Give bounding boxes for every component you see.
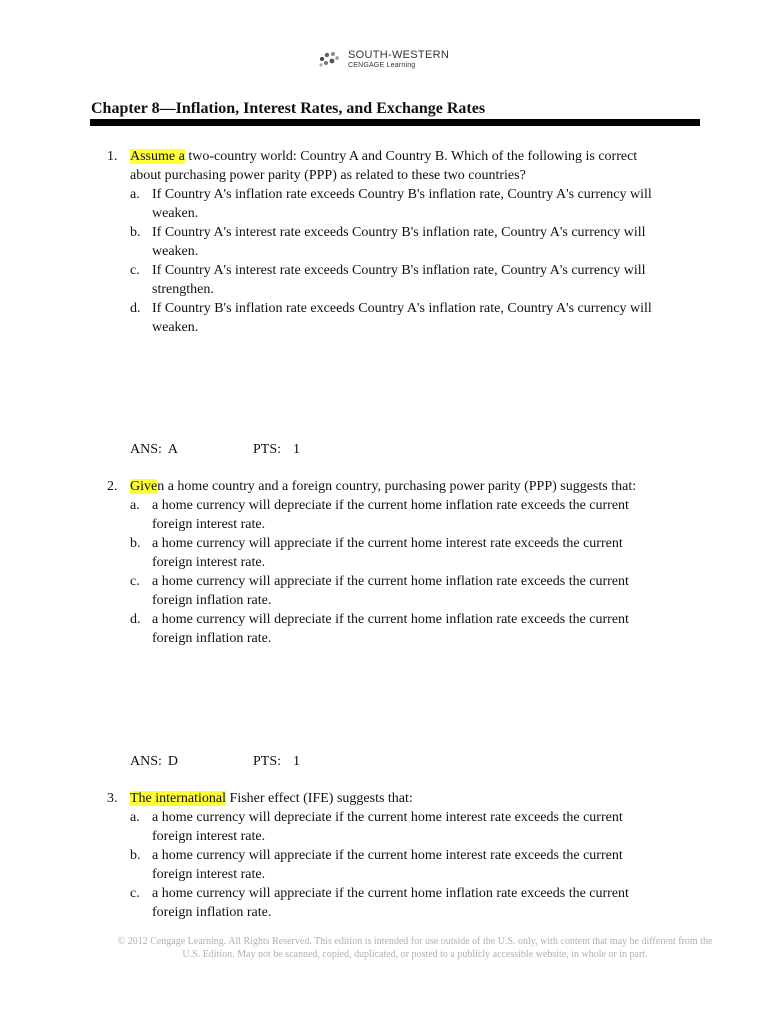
question-3	[0, 789, 768, 922]
option-letter: a.	[130, 810, 140, 825]
logo-main-text: SOUTH-WESTERN	[348, 49, 450, 61]
pts-value: 1	[293, 442, 300, 457]
option-b	[0, 846, 652, 884]
option-text: If Country B's inflation rate exceeds Country A's inflation rate, Country A's currency will weaken.	[152, 301, 652, 335]
option-letter: b.	[130, 848, 141, 863]
answer-line-2	[130, 752, 300, 771]
option-text: a home currency will depreciate if the current home inflation rate exceeds the current foreign interest rate.	[152, 498, 629, 532]
question-number: 2.	[107, 479, 118, 494]
copyright-footer: © 2012 Cengage Learning. All Rights Reserved. This edition is intended for use outside of the U.S. only, with content that may be different from the U.S. Edition. May not be scanned, copied, duplicated, or posted to a publicly accessible website, in whole or in part.	[117, 936, 713, 960]
pts-label: PTS:	[253, 754, 282, 769]
option-c	[0, 261, 652, 299]
highlighted-text: Give	[130, 479, 158, 494]
option-letter: c.	[130, 263, 140, 278]
logo-sub-text: CENGAGE Learning	[348, 62, 416, 69]
option-letter: a.	[130, 187, 140, 202]
option-text: a home currency will depreciate if the current home interest rate exceeds the current foreign interest rate.	[152, 810, 623, 844]
question-number: 3.	[107, 791, 118, 806]
option-letter: b.	[130, 225, 141, 240]
highlighted-text: The international	[130, 791, 227, 806]
option-letter: d.	[130, 612, 141, 627]
question-stem	[0, 147, 670, 185]
option-text: If Country A's interest rate exceeds Country B's inflation rate, Country A's currency will strengthen.	[152, 263, 646, 297]
stem-text: n a home country and a foreign country, purchasing power parity (PPP) suggests that:	[157, 479, 637, 494]
option-b	[0, 223, 652, 261]
pts-label: PTS:	[253, 442, 282, 457]
question-stem	[0, 477, 670, 496]
option-text: a home currency will appreciate if the current home interest rate exceeds the current foreign interest rate.	[152, 848, 623, 882]
ans-label: ANS:	[130, 442, 162, 457]
ans-label: ANS:	[130, 754, 162, 769]
option-text: a home currency will appreciate if the current home interest rate exceeds the current foreign interest rate.	[152, 536, 623, 570]
option-d	[0, 610, 652, 648]
publisher-logo	[318, 50, 449, 69]
option-a	[0, 496, 652, 534]
ans-value: A	[167, 442, 179, 457]
option-letter: c.	[130, 574, 140, 589]
stem-text: two-country world: Country A and Country B. Which of the following is correct about purchasing power parity (PPP) as related to these two countries?	[130, 149, 638, 183]
option-letter: d.	[130, 301, 141, 316]
option-c	[0, 572, 652, 610]
question-1	[0, 147, 768, 337]
highlighted-text: Assume a	[130, 149, 185, 164]
option-text: a home currency will depreciate if the current home inflation rate exceeds the current foreign inflation rate.	[152, 612, 629, 646]
cengage-dots-icon	[318, 51, 342, 69]
option-b	[0, 534, 652, 572]
question-2	[0, 477, 768, 648]
pts-value: 1	[293, 754, 300, 769]
option-list	[0, 185, 768, 337]
option-c	[0, 884, 652, 922]
question-stem	[0, 789, 670, 808]
option-list	[0, 496, 768, 648]
option-text: a home currency will appreciate if the current home inflation rate exceeds the current foreign inflation rate.	[152, 886, 629, 920]
logo-text	[348, 50, 449, 69]
option-letter: b.	[130, 536, 141, 551]
question-number: 1.	[107, 149, 118, 164]
option-list	[0, 808, 768, 922]
option-a	[0, 185, 652, 223]
option-letter: c.	[130, 886, 140, 901]
answer-line-1	[130, 440, 300, 459]
option-d	[0, 299, 652, 337]
chapter-title: Chapter 8—Inflation, Interest Rates, and Exchange Rates	[91, 100, 486, 117]
option-text: a home currency will appreciate if the current home inflation rate exceeds the current foreign inflation rate.	[152, 574, 629, 608]
ans-value: D	[167, 754, 179, 769]
option-text: If Country A's inflation rate exceeds Country B's inflation rate, Country A's currency will weaken.	[152, 187, 652, 221]
option-a	[0, 808, 652, 846]
option-text: If Country A's interest rate exceeds Country B's inflation rate, Country A's currency will weaken.	[152, 225, 646, 259]
stem-text: Fisher effect (IFE) suggests that:	[226, 791, 413, 806]
title-rule	[90, 119, 700, 126]
option-letter: a.	[130, 498, 140, 513]
